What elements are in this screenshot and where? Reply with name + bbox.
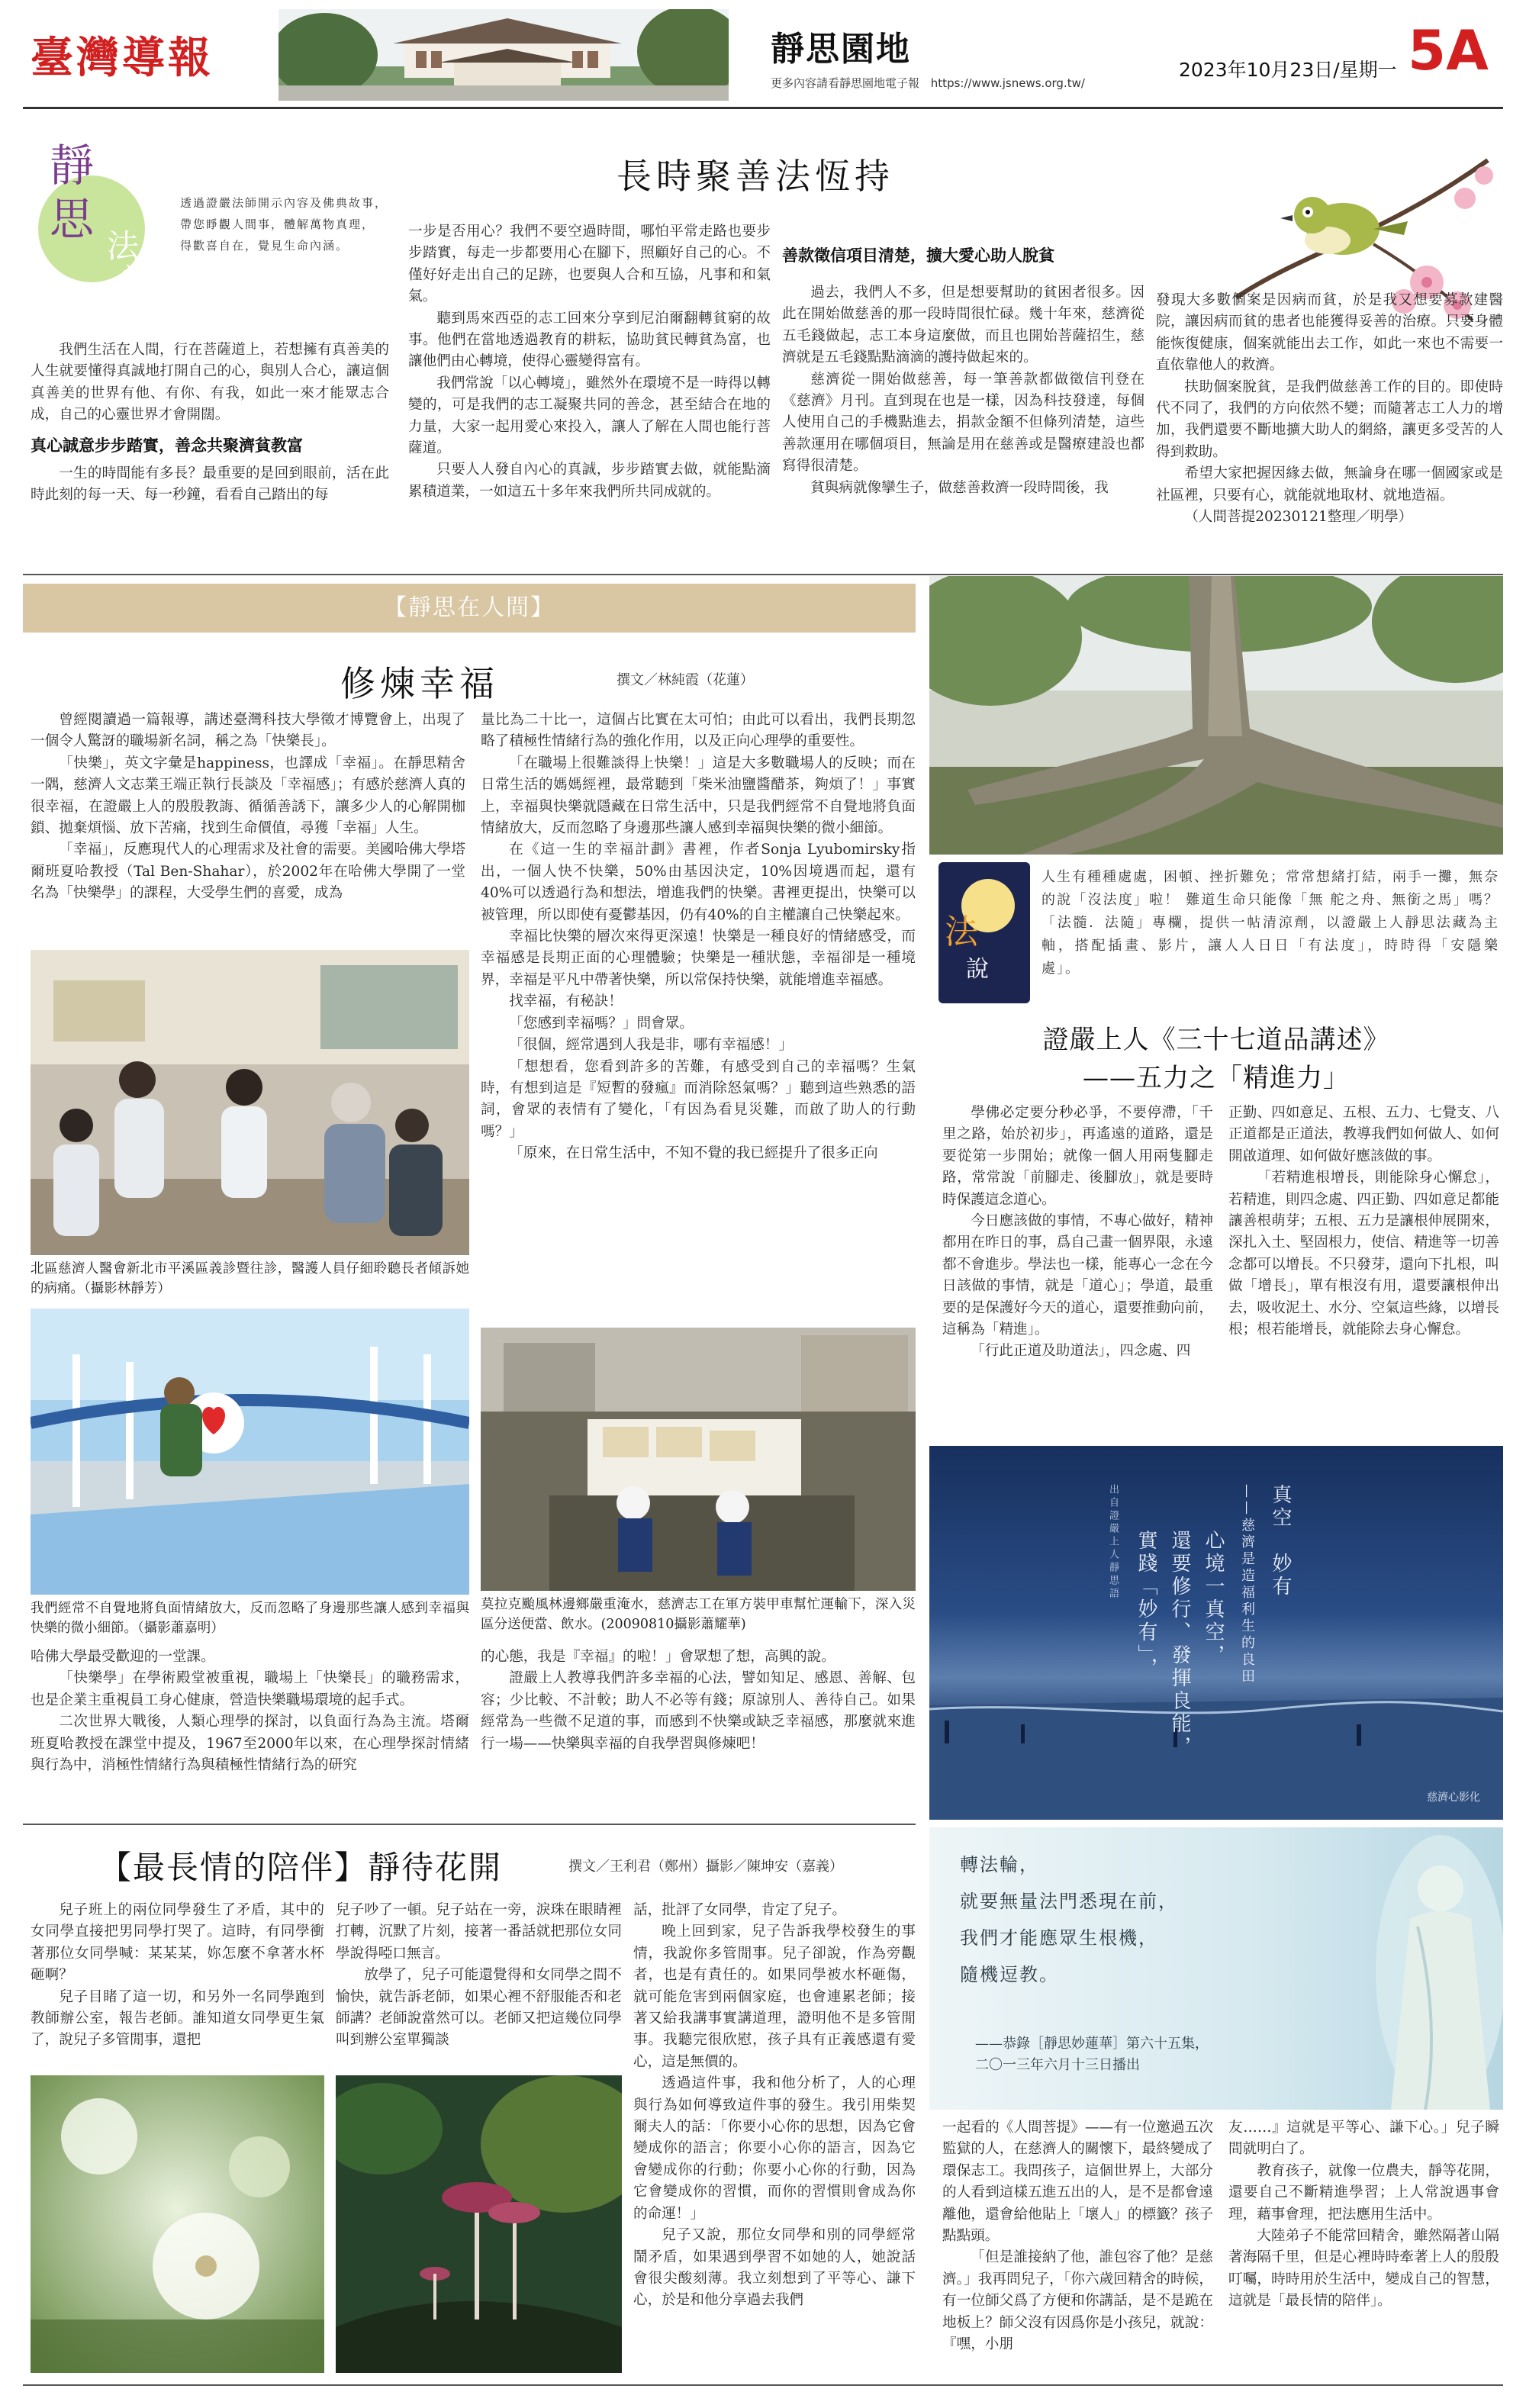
dharma-logo-char: 說 [966,956,989,983]
paragraph: 過去，我們人不多，但是想要幫助的貧困者很多。因此在開始做慈善的那一段時間很忙碌。幾十年來，慈濟從五毛錢做起，志工本身這麼做，而且也開始菩薩招生，慈濟就是五毛錢點點滴滴的護持做起來的。 [782,285,1144,366]
paragraph: 「很個，經常遇到人我是非，哪有幸福感！」 [509,1037,794,1054]
paragraph: 兒子又說，那位女同學和別的同學經常鬧矛盾，如果遇到學習不如她的人，她說話會很尖酸刻薄。我立刻想到了平等心、謙下心，於是和他分享過去我們 [633,2227,916,2309]
paragraph: 曾經閱讀過一篇報導，講述臺灣科技大學徵才博覽會上，出現了一個令人驚訝的職場新名詞，稱之為「快樂長」。 [31,712,465,750]
paragraph: 一生的時間能有多長？最重要的是回到眼前，活在此時此刻的每一天、每一秒鐘，看看自己踏出的每 [31,465,389,504]
poem-source-line: ——恭錄［靜思妙蓮華］第六十五集， [975,2036,1209,2052]
happy-byline: 撰文／林純霞（花蓮） [617,672,754,688]
photo-caption: 北區慈濟人醫會新北市平溪區義診暨往診，醫護人員仔細聆聽長者傾訴她的病痛。（攝影林靜芳） [31,1261,469,1296]
paragraph: 希望大家把握因緣去做，無論身在哪一個國家或是社區裡，只要有心，就能就地取材、就地造福。 [1156,465,1503,504]
photo-dandelion [31,2075,324,2373]
paragraph: 哈佛大學最受歡迎的一堂課。 [31,1649,215,1665]
dharma-logo [938,862,1030,1003]
fayu-desc-line: 得歡喜自在，覺見生命內涵。 [180,239,349,253]
paragraph: 證嚴上人教導我們許多幸福的心法，譬如知足、感恩、善解、包容；少比較、不計較；助人不必等有錢；原諒別人、善待自己。如果經常為一些微不足道的事，而感到不快樂或缺乏幸福感，那麼就來進行一場——快樂與幸福的自我學習與修煉吧！ [481,1670,916,1752]
masthead-building-illustration [278,9,729,101]
fayu-char-2: 思 [50,193,95,245]
photo-mushroom [336,2075,622,2373]
accompany-title: 【最長情的陪伴】靜待花開 [99,1849,503,1886]
paragraph: 「想想看，您看到許多的苦難，有感受到自己的幸福嗎？生氣時，有想到這是『短暫的發瘋』而消除怒氣嗎？」聽到這些熟悉的語詞，會眾的表情有了變化，「有因為看見災難，而啟了助人的行動嗎？」 [481,1058,916,1140]
lead-title: 長時聚善法恆持 [617,156,894,197]
happy-column-2 [481,710,916,1312]
paragraph: 一步是否用心？我們不要空過時間，哪怕平常走路也要步步踏實，每走一步都要用心在腳下，照顧好自己的心。不僅好好走出自己的足跡，也要與人合和互協，凡事和和氣氣。 [408,224,771,305]
poem-line: 心境一真空， [1202,1484,1225,1667]
paragraph: 我們生活在人間，行在菩薩道上，若想擁有真善美的人生就要懂得真誠地打開自己的心，與別人合心，讓這個真善美的世界有他、有你、有我，如此一來才能眾志合成，自己的心靈世界才會開闊。 [31,342,389,423]
fayu-desc-line: 帶您睜觀人間事，體解萬物真理， [180,217,375,231]
paragraph: 晚上回到家，兒子告訴我學校發生的事情，我說你多管閒事。兒子卻說，作為旁觀者，也是有責任的。如果同學被水杯砸傷，就可能危害到兩個家庭，也會連累老師；接著又給我講事實講道理，證明他不是多管閒事。我聽完很欣慰，孩子具有正義感還有愛心，這是無價的。 [633,1924,916,2070]
paragraph: 幸福比快樂的層次來得更深遠！快樂是一種良好的情緒感受，而幸福感是長期正面的心理體驗；快樂是一種狀態，幸福卻是一種境界，幸福是平凡中帶著快樂，所以常保持快樂，就能增進幸福感。 [481,929,916,988]
photo-caption: 莫拉克颱風林邊鄉嚴重淹水，慈濟志工在軍方裝甲車幫忙運輸下，深入災區分送便當、飲水。(20090810攝影蕭耀華) [481,1597,916,1632]
paragraph: 二次世界大戰後，人類心理學的探討，以負面行為為主流。塔爾班夏哈教授在課堂中提及，1967至2000年以來，在心理學探討情緒與行為中，消極性情緒行為與積極性情緒行為的研究 [31,1714,469,1774]
poem-line: 轉法輪， [960,1854,1039,1875]
paragraph: 「原來，在日常生活中，不知不覺的我已經提升了很多正向 [509,1145,878,1162]
section-banner [23,584,916,633]
paragraph: 兒子吵了一頓。兒子站在一旁，淚珠在眼睛裡打轉，沉默了片刻，接著一番話就把那位女同學說得啞口無言。 [336,1902,622,1962]
dharma-title-2: ——五力之「精進力」 [1083,1063,1350,1093]
paragraph: 貧與病就像攣生子，做慈善救濟一段時間後，我 [810,479,1109,496]
poem1-text [1096,1484,1297,1759]
paragraph: 一起看的《人間菩提》——有一位邀過五次監獄的人，在慈濟人的關懷下，最終變成了環保志工。我問孩子，這個世界上，大部分的人看到這樣五進五出的人，是不是都會遠離他，還會給他貼上「壞人」的標籤？孩子點點頭。 [942,2120,1213,2245]
photo-tree-roots [929,576,1503,855]
photo-flood-relief [481,1328,916,1591]
dharma-logo-char: 法 [945,913,978,951]
paragraph: 「您感到幸福嗎？」問會眾。 [509,1015,694,1032]
fayu-desc-line: 透過證嚴法師開示內容及佛典故事， [180,196,388,210]
accompany-byline: 撰文／王利君（鄭州）攝影／陳坤安（嘉義） [568,1859,843,1875]
subline-label: 更多內容請看靜思園地電子報 [771,76,920,90]
masthead [0,0,1526,114]
paragraph: 放學了，兒子可能還覺得和女同學之間不愉快，就告訴老師，如果心裡不舒服能否和老師講？老師說當然可以。老師又把這幾位同學叫到辦公室單獨談 [336,1967,622,2049]
fayu-char-3: 法 [107,227,140,265]
happy-column-1b [31,1647,469,1814]
paragraph: （人間菩提20230121整理／明學） [1184,509,1413,526]
masthead-rule [23,107,1503,109]
poem2-source [975,2033,1209,2076]
paragraph: 「行此正道及助道法」，四念處、四 [971,1343,1191,1360]
paragraph: 透過這件事，我和他分析了，人的心理與行為如何導致這件事的發生。我引用柴契爾夫人的話：「你要小心你的思想，因為它會變成你的語言；你要小心你的語言，因為它會變成你的行動；你要小心你的行動，因為它會變成你的習慣，而你的習慣則會成為你的命運！」 [633,2075,916,2222]
paragraph: 今日應該做的事情，不專心做好，精神都用在昨日的事，爲自己畫一個界限，永遠都不會進步。學法也一樣，能專心一念在今日該做的事情，就是「道心」；學道，最重要的是保護好今天的道心，還要推動向前，這稱為「精進」。 [942,1213,1213,1338]
lead-column-1 [31,340,389,568]
paragraph: 找幸福，有秘訣！ [509,993,623,1010]
paragraph: 只要人人發自內心的真誠，步步踏實去做，就能點滴累積道業，一如這五十多年來我們所共同成就的。 [408,462,771,500]
poem-line: 隨機逗教。 [960,1964,1059,1985]
poem-signature: 慈濟心影化 [1427,1792,1480,1804]
paragraph: 扶助個案脫貧，是我們做慈善工作的目的。即使時代不同了，我們的方向依然不變；而隨著志工人力的增加，我們還要不斷地擴大助人的網絡，讓更多受苦的人得到救助。 [1156,378,1503,460]
paragraph: 「但是誰接納了他，誰包容了他？是慈濟。」我再問兒子，「你六歲回精舍的時候，有一位師父爲了方便和你講話，是不是跪在地板上？師父沒有因爲你是小孩兒，就說：『嘿，小朋 [942,2249,1213,2353]
lead-column-4 [1156,290,1503,568]
subheading: 真心誠意步步踏實，善念共聚濟貧教富 [31,436,303,455]
fayu-char-1: 靜 [50,140,95,192]
bottom-rule [23,2384,1503,2386]
paragraph: 我們常說「以心轉境」，雖然外在環境不是一時得以轉變的，可是我們的志工凝聚共同的善念，甚至結合在地的力量，大家一起用愛心來投入，讓人了解在人間也能行菩薩道。 [408,375,771,457]
paragraph: 「快樂」，英文字彙是happiness，也譯成「幸福」。在靜思精舍一隅，慈濟人文志業王端正執行長談及「幸福感」；有感於慈濟人真的很幸福，在證嚴上人的殷殷教誨、循循善誘下，讓多少人的心解開枷鎖、拋棄煩惱、放下苦痛，找到生命價值，尋獲「幸福」人生。 [31,755,465,837]
poem-line: 我們才能應眾生根機， [960,1927,1158,1949]
paragraph: 大陸弟子不能常回精舍，雖然隔著山隔著海隔千里，但是心裡時時牽著上人的殷殷叮囑，時時用於生活中，變成自己的智慧，這就是「最長情的陪伴」。 [1228,2228,1499,2310]
masthead-logo[interactable]: 臺灣導報 [31,33,214,83]
paragraph: 話，批評了女同學，肯定了兒子。 [633,1902,846,1918]
poem-line: 實踐「妙有」， [1135,1484,1157,1680]
accompany-column-3 [633,1900,916,2369]
photo-caption: 我們經常不自覺地將負面情緒放大，反而忽略了身邊那些讓人感到幸福與快樂的微小細節。（攝影蕭嘉明） [31,1601,469,1636]
section-title: 靜思園地 [771,30,911,69]
dharma-intro: 人生有種種處處，困頓、挫折難免；常常想緒打結，兩手一攤，無奈的說「沒法度」啦！ 難道生命只能像「無 舵之舟、無銜之馬」嗎？「法髓．法隨」專欄，提供一帖清涼劑，以證嚴上人靜思法藏為主軸，搭配插畫、影片，讓人人日日「有法度」，時時得「安隱樂處」。 [1041,869,1499,977]
poem-source: 出自證嚴上人靜思語 [1107,1484,1119,1601]
accompany-column-1 [31,1900,324,2068]
accompany-column-4 [942,2117,1213,2369]
paragraph: 「幸福」，反應現代人的心理需求及社會的需要。美國哈佛大學塔爾班夏哈教授（Tal Ben-Shahar），於2002年在哈佛大學開了一堂名為「快樂學」的課程，大受學生們的喜愛，成為 [31,842,465,902]
happy-column-1 [31,710,465,931]
paragraph: 聽到馬來西亞的志工回來分享到尼泊爾翻轉貧窮的故事。他們在當地透過教育的耕耘，協助貧民轉貧為富，也讓他們由心轉境，使得心靈變得富有。 [408,310,771,370]
fayu-char-4: 語 [122,262,155,299]
accompany-column-2 [336,1900,622,2068]
subline-url[interactable]: https://www.jsnews.org.tw/ [930,76,1085,90]
dharma-column-1 [942,1103,1213,1438]
subline [771,75,1085,91]
paragraph: 發現大多數個案是因病而貧，於是我又想要募款建醫院，讓因病而貧的患者也能獲得妥善的治療。只要身體能恢復健康，個案就能出去工作，如此一來也不需要一直依靠他人的救濟。 [1156,292,1503,374]
dharma-column-2 [1228,1103,1499,1438]
accompany-column-5 [1228,2117,1499,2369]
paragraph: 正勤、四如意足、五根、五力、七覺支、八正道都是正道法，教導我們如何做人、如何開啟道理、如何做好應該做的事。 [1228,1105,1499,1164]
poem-line: ——慈濟是造福利生的良田 [1239,1484,1255,1685]
poem-seascape [929,1446,1503,1820]
fayu-logo [31,130,160,305]
paragraph: 教育孩子，就像一位農夫，靜等花開，還要自己不斷精進學習；上人常說遇事會理，藉事會理，把法應用生活中。 [1228,2162,1499,2223]
paragraph: 慈濟從一開始做慈善，每一筆善款都做徵信刊登在《慈濟》月刊。直到現在也是一樣，因為科技發達，每個人使用自己的手機點進去，捐款金額不但條列清楚，這些善款運用在哪個項目，無論是用在慈善或是醫療建設也都寫得很清楚。 [782,371,1144,475]
buddha-statue-illustration [1357,1827,1503,2110]
divider [23,574,1503,575]
dharma-title-1: 證嚴上人《三十七道品講述》 [1042,1025,1390,1055]
happy-column-2b [481,1647,916,1814]
paragraph: 學佛必定要分秒必爭，不要停滯，「千里之路，始於初步」，再遙遠的道路，還是要從第一步開始；就像一個人用兩隻腳走路，常常說「前腳走、後腳放」，就是要時時保護這念道心。 [942,1105,1213,1208]
photo-mural-painting [31,1309,469,1595]
lead-column-2 [408,221,771,568]
poem-line: 就要無量法門悉現在前， [960,1891,1178,1912]
poem-source-line: 二〇一三年六月十三日播出 [975,2057,1140,2073]
paragraph: 「快樂學」在學術殿堂被重視，職場上「快樂長」的職務需求，也是企業主重視員工身心健康，營造快樂職場環境的起手式。 [31,1670,469,1708]
paragraph: 兒子班上的兩位同學發生了矛盾，其中的女同學直接把男同學打哭了。這時，有同學衝著那位女同學喊：某某某，妳怎麼不拿著水杯砸啊？ [31,1902,324,1984]
section-banner-text: 【靜思在人間】 [384,594,555,621]
paragraph: 在《這一生的幸福計劃》書裡，作者Sonja Lyubomirsky指出，一個人快不快樂，50%由基因決定，10%因境遇而起，還有40%可以透過行為和想法，增進我們的快樂。書裡更提出，快樂可以被管理，所以即使有憂鬱基因，仍有40%的自主權讓自己快樂起來。 [481,842,916,923]
poem-buddha [929,1827,1503,2110]
fayu-description [180,192,388,256]
happy-title: 修煉幸福 [340,663,499,704]
poem-line: 真空 妙有 [1269,1484,1292,1598]
paragraph: 「在職場上很難談得上快樂！」這是大多數職場人的反映；而在日常生活的媽媽經裡，最常聽到「柴米油鹽醬醋茶，夠煩了！」事實上，幸福與快樂就隱藏在日常生活中，只是我們經常不自覺地將負面情緒放大，反而忽略了身邊那些讓人感到幸福與快樂的微小細節。 [481,755,916,837]
poem-line: 還要修行、發揮良能， [1168,1484,1191,1759]
photo-medical-visit [31,950,469,1255]
paragraph: 的心態，我是『幸福』的啦！」會眾想了想，高興的說。 [481,1649,835,1665]
issue-date: 2023年10月23日/星期一 [1179,59,1397,81]
paragraph: 「若精進根增長，則能除身心懈怠」，若精進，則四念處、四正勤、四如意足都能讓善根萌芽；五根、五力是讓根伸展開來，深扎入土、堅固根力，使信、精進等一切善念都可以增長。不只發芽，還向下扎根，叫做「增長」，單有根沒有用，還要讓根伸出去，吸收泥土、水分、空氣這些緣，以增長根；根若能增長，就能除去身心懈怠。 [1228,1170,1499,1338]
paragraph: 量比為二十比一，這個占比實在太可怕；由此可以看出，我們長期忽略了積極性情緒行為的強化作用，以及正向心理學的重要性。 [481,712,916,750]
lead-column-3 [782,244,1144,568]
divider [23,1824,916,1825]
paragraph: 友……』這就是平等心、謙下心。」兒子瞬間就明白了。 [1228,2120,1499,2158]
poem2-text [960,1846,1178,1993]
subheading: 善款徵信項目清楚，擴大愛心助人脫貧 [782,246,1054,265]
paragraph: 兒子目睹了這一切，和另外一名同學跑到教師辦公室，報告老師。誰知道女同學更生氣了，說兒子多管閒事，還把 [31,1988,324,2049]
page-number: 5A [1408,18,1489,82]
